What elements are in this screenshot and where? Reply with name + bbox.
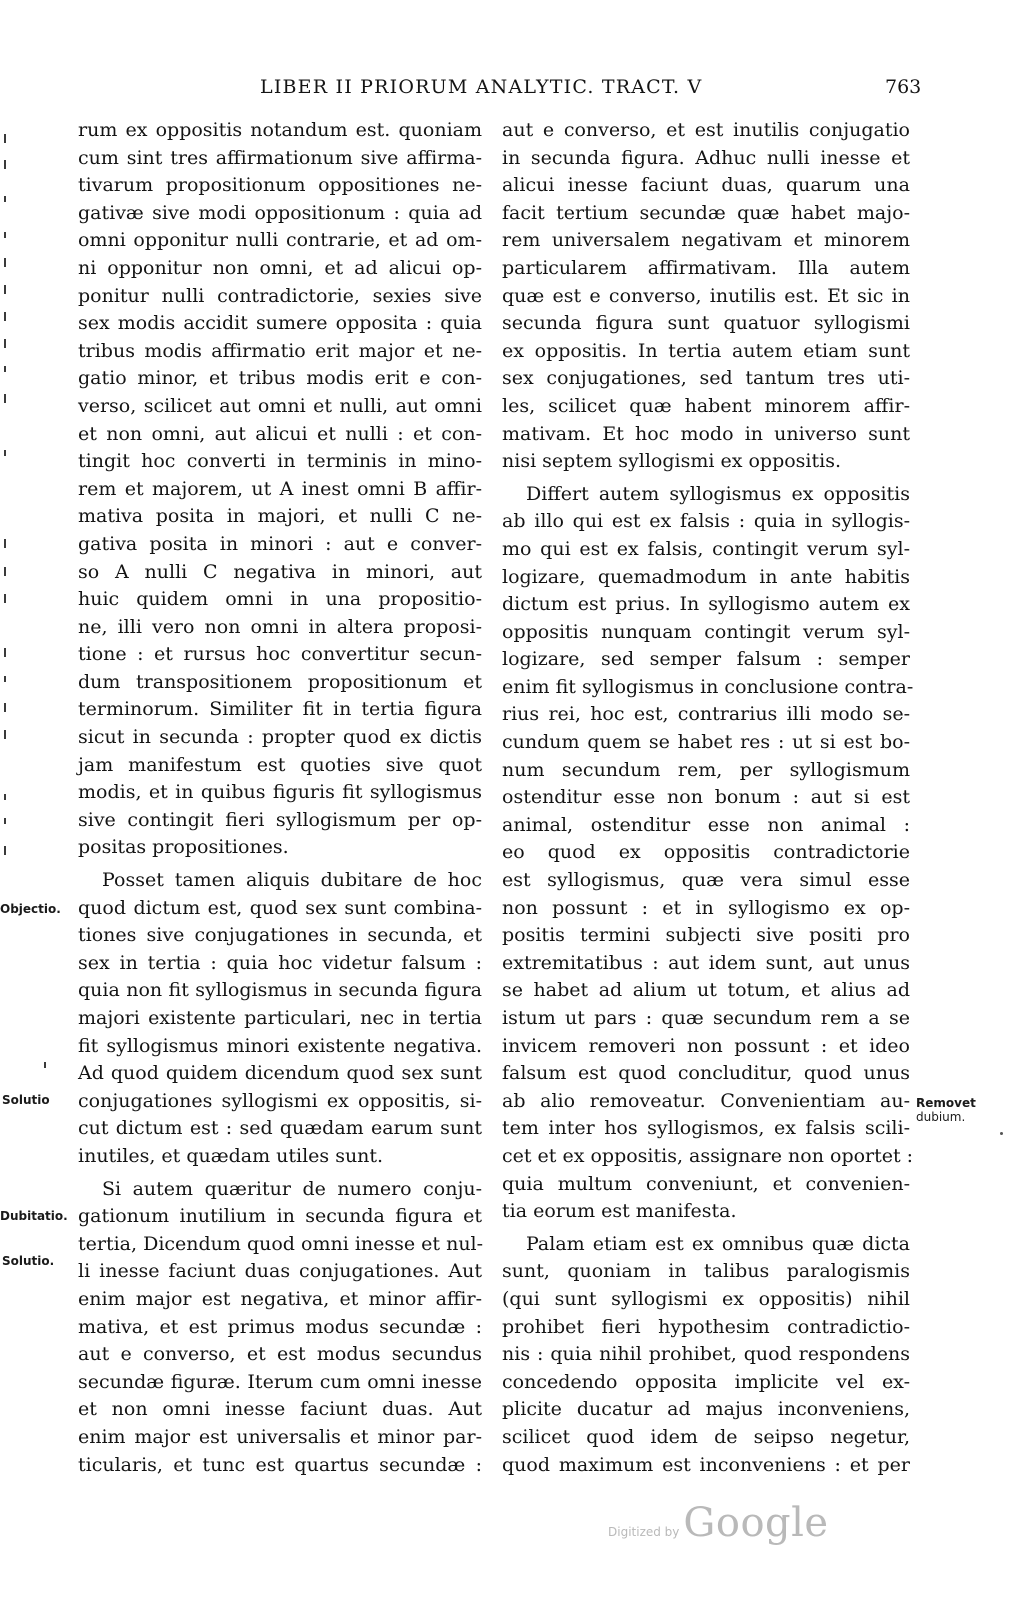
text-line: enim major est negativa, et minor affir-: [78, 1287, 482, 1310]
paragraph-start: Si autem quæritur de numero conju-: [102, 1177, 482, 1200]
text-line: rius rei, hoc est, contrarius illi modo se-: [502, 703, 910, 726]
text-line: fit syllogismus minori existente negativa.: [78, 1034, 482, 1057]
paragraph-start: Posset tamen aliquis dubitare de hoc: [102, 869, 482, 892]
text-line: et non omni, aut alicui et nulli : et con-: [78, 422, 482, 445]
text-line: tribus modis affirmatio erit major et ne-: [78, 339, 482, 362]
text-line: sive contingit fieri syllogismum per op-: [78, 808, 482, 831]
margin-tick: [4, 232, 6, 238]
margin-tick: [4, 846, 6, 855]
text-line: sex modis accidit sumere opposita : quia: [78, 312, 482, 335]
text-line: sunt, quoniam in talibus paralogismis: [502, 1260, 910, 1283]
margin-tick: [4, 818, 6, 824]
margin-tick: [4, 648, 6, 657]
text-line: dum transpositionem propositionum et: [78, 670, 482, 693]
text-line: verso, scilicet aut omni et nulli, aut omni: [78, 394, 482, 417]
margin-note-solutio: Solutio: [2, 1093, 50, 1107]
text-line: se habet ad alium ut totum, et alius ad: [502, 979, 910, 1002]
text-line: sex conjugationes, sed tantum tres uti-: [502, 367, 910, 390]
text-line: cum sint tres affirmationum sive affirma-: [78, 146, 482, 169]
text-line: so A nulli C negativa in minori, aut: [78, 560, 482, 583]
text-line: dictum est prius. In syllogismo autem ex: [502, 593, 910, 616]
text-line: gativa posita in minori : aut e conver-: [78, 532, 482, 555]
text-line: aut e converso, et est inutilis conjugatio: [502, 119, 910, 141]
margin-tick: [4, 567, 6, 576]
text-line: terminorum. Similiter fit in tertia figura: [78, 698, 482, 721]
margin-tick: [4, 539, 6, 548]
text-line: particularem affirmativam. Illa autem: [502, 256, 910, 279]
text-line: et non omni inesse faciunt duas. Aut: [78, 1398, 482, 1421]
text-line: logizare, quemadmodum in ante habitis: [502, 565, 910, 588]
text-line: nis : quia nihil prohibet, quod respondens: [502, 1343, 910, 1366]
text-line: enim fit syllogismus in conclusione contra-: [502, 675, 914, 698]
text-line: rum ex oppositis notandum est. quoniam: [78, 119, 482, 141]
margin-tick: [4, 160, 6, 169]
text-line: tertia, Dicendum quod omni inesse et nul-: [78, 1232, 484, 1255]
text-line: tia eorum est manifesta.: [502, 1200, 737, 1223]
text-line: secunda figura sunt quatuor syllogismi: [502, 312, 910, 335]
text-line: tem inter hos syllogismos, ex falsis scili-: [502, 1117, 910, 1140]
text-line: falsum est quod concluditur, quod unus: [502, 1062, 910, 1085]
text-line: istum ut pars : quæ secundum rem a se: [502, 1007, 910, 1029]
text-line: quia multum conveniunt, et convenien-: [502, 1172, 910, 1195]
text-line: ne, illi vero non omni in altera proposi-: [78, 615, 482, 638]
text-line: tivarum propositionum oppositiones ne-: [78, 174, 482, 197]
text-line: cundum quem se habet res : ut si est bo-: [502, 731, 910, 754]
text-line: mativam. Et hoc modo in universo sunt: [502, 422, 910, 445]
margin-tick: [4, 312, 6, 321]
text-line: est syllogismus, quæ vera simul esse: [502, 869, 910, 892]
text-line: ni opponitur non omni, et ad alicui op-: [78, 256, 482, 279]
margin-note-removet: Removet: [916, 1096, 976, 1110]
text-line: alicui inesse faciunt duas, quarum una: [502, 174, 910, 197]
text-line: Ad quod quidem dicendum quod sex sunt: [78, 1062, 482, 1085]
text-line: positas propositiones.: [78, 836, 289, 859]
digitized-by-label: Digitized by: [608, 1525, 680, 1539]
margin-dot: [1000, 1132, 1003, 1135]
text-line: cet et ex oppositis, assignare non oportet :: [502, 1144, 914, 1167]
text-line: non possunt : et in syllogismo ex op-: [502, 896, 910, 919]
margin-tick: [4, 794, 6, 800]
text-line: secundæ figuræ. Iterum cum omni inesse: [78, 1370, 482, 1393]
text-line: tione : et rursus hoc convertitur secun-: [78, 643, 482, 666]
left-column: [78, 117, 482, 1479]
text-line: inutiles, et quædam utiles sunt.: [78, 1144, 384, 1167]
text-line: tiones sive conjugationes in secunda, et: [78, 924, 482, 947]
text-line: gationum inutilium in secunda figura et: [78, 1205, 482, 1228]
text-line: ab alio removeatur. Convenientiam au-: [502, 1089, 910, 1112]
text-line: ex oppositis. In tertia autem etiam sunt: [502, 339, 910, 362]
running-title: LIBER II PRIORUM ANALYTIC. TRACT. V: [260, 76, 703, 98]
margin-tick: [4, 258, 6, 267]
paragraph-start: Differt autem syllogismus ex oppositis: [526, 482, 910, 505]
text-line: logizare, sed semper falsum : semper: [502, 648, 910, 671]
text-line: ostenditur esse non bonum : aut si est: [502, 786, 910, 809]
text-line: plicite ducatur ad majus inconveniens,: [502, 1398, 910, 1421]
text-line: aut e converso, et est modus secundus: [78, 1343, 482, 1366]
text-line: rem et majorem, ut A inest omni B affir-: [78, 477, 482, 500]
text-line: enim major est universalis et minor par-: [78, 1425, 482, 1448]
text-line: extremitatibus : aut idem sunt, aut unus: [502, 951, 910, 974]
text-line: sicut in secunda : propter quod ex dictis: [78, 726, 482, 749]
margin-note-objectio: Objectio.: [0, 902, 61, 916]
text-line: quod dictum est, quod sex sunt combina-: [78, 896, 482, 919]
text-line: rem universalem negativam et minorem: [502, 229, 910, 252]
text-line: positis termini subjecti sive positi pro: [502, 924, 910, 947]
right-column: [502, 117, 914, 1479]
text-line: in secunda figura. Adhuc nulli inesse et: [502, 146, 910, 169]
text-line: (qui sunt syllogismi ex oppositis) nihil: [502, 1287, 910, 1310]
text-line: nisi septem syllogismi ex oppositis.: [502, 450, 842, 473]
text-line: huic quidem omni in una propositio-: [78, 588, 482, 611]
text-line: gatio minor, et tribus modis erit e con-: [78, 367, 482, 390]
text-line: oppositis nunquam contingit verum syl-: [502, 620, 910, 643]
text-line: ab illo qui est ex falsis : quia in syllogis-: [502, 510, 910, 533]
text-line: les, scilicet quæ habent minorem affir-: [502, 394, 910, 417]
text-line: ponitur nulli contradictorie, sexies sive: [78, 284, 482, 307]
digitized-watermark: [608, 1500, 829, 1546]
margin-note-solutio-2: Solutio.: [2, 1254, 55, 1268]
text-line: tingit hoc converti in terminis in mino-: [78, 450, 482, 473]
text-line: animal, ostenditur esse non animal :: [502, 813, 910, 836]
text-line: facit tertium secundæ quæ habet majo-: [502, 201, 910, 224]
margin-tick: [4, 196, 6, 202]
text-line: omni opponitur nulli contrarie, et ad om-: [78, 229, 482, 252]
text-line: invicem removeri non possunt : et ideo: [502, 1034, 910, 1057]
text-line: concedendo opposita implicite vel ex-: [502, 1370, 910, 1393]
text-line: ticularis, et tunc est quartus secundæ :: [78, 1453, 482, 1476]
margin-tick: [4, 339, 6, 348]
page-number: 763: [885, 76, 922, 98]
text-line: eo quod ex oppositis contradictorie: [502, 841, 910, 864]
margin-tick: [4, 394, 6, 403]
margin-tick: [4, 134, 6, 143]
text-line: quod maximum est inconveniens : et per: [502, 1453, 910, 1476]
text-line: conjugationes syllogismi ex oppositis, si-: [78, 1089, 482, 1112]
text-line: mo qui est ex falsis, contingit verum syl-: [502, 537, 910, 560]
text-line: majori existente particulari, nec in tertia: [78, 1007, 482, 1029]
paragraph-start: Palam etiam est ex omnibus quæ dicta: [526, 1232, 910, 1255]
text-line: num secundum rem, per syllogismum: [502, 758, 910, 781]
margin-tick: [4, 730, 6, 739]
margin-note-dubium: dubium.: [916, 1110, 966, 1124]
margin-tick: [4, 594, 6, 603]
margin-tick: [4, 285, 6, 294]
margin-tick: [4, 703, 6, 712]
text-line: scilicet quod idem de seipso negetur,: [502, 1425, 910, 1448]
text-line: modis, et in quibus figuris fit syllogismus: [78, 781, 482, 804]
text-line: quæ est e converso, inutilis est. Et sic in: [502, 284, 910, 307]
text-line: gativæ sive modi oppositionum : quia ad: [78, 201, 482, 224]
text-line: mativa posita in majori, et nulli C ne-: [78, 505, 482, 528]
margin-tick: [4, 366, 6, 372]
text-line: sex in tertia : quia hoc videtur falsum :: [78, 951, 482, 974]
text-line: mativa, et est primus modus secundæ :: [78, 1315, 482, 1338]
google-logo: Google: [683, 1500, 829, 1546]
margin-tick: [44, 1062, 46, 1068]
margin-tick: [4, 676, 6, 682]
margin-note-dubitatio: Dubitatio.: [0, 1209, 68, 1223]
margin-tick: [4, 450, 6, 456]
text-line: prohibet fieri hypothesim contradictio-: [502, 1315, 910, 1338]
text-line: li inesse faciunt duas conjugationes. Aut: [78, 1260, 482, 1283]
text-line: quia non fit syllogismus in secunda figura: [78, 979, 482, 1002]
text-line: jam manifestum est quoties sive quot: [78, 753, 482, 776]
text-line: cut dictum est : sed quædam earum sunt: [78, 1117, 482, 1140]
